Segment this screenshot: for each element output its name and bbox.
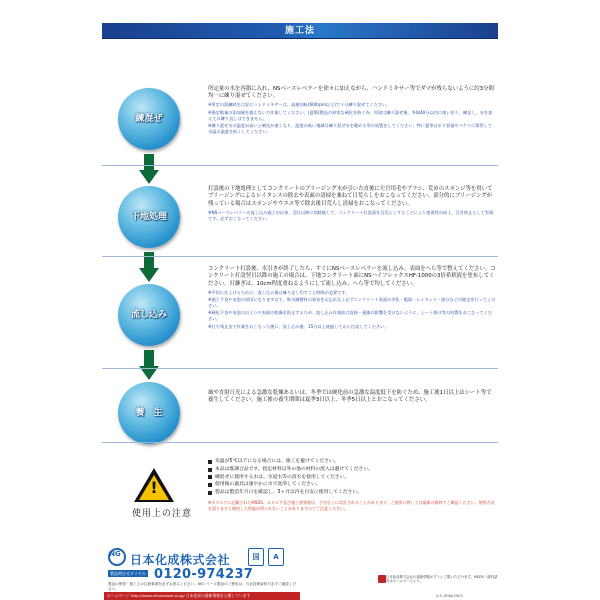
homepage-link[interactable]: ホームページ http://www.nihonkasei.co.jp/ 日本化成の最新情報を公開しています [104,592,300,600]
step-label: 流し込み [130,310,167,320]
page-title: 施工法 [284,26,315,36]
bullet-square-icon [208,460,212,464]
step-circle-preparation [118,186,180,248]
caution-item: 使用後の器具は速やかに水で洗浄してください。 [208,481,498,489]
step-label: 養 生 [135,408,163,418]
caution-footnote: ※カタログに記載されたMSDS、カタログ及び施工要領書は、予告なくに改訂されることがあります。ご使用に際しては最新の資料でご確認ください。使用方法を誤りますと期待した性能が得られないことがありますのでご注意ください。 [208,499,495,511]
section-pouring [208,266,496,330]
section-note: ※練り混ぜ水の温度が高いと硬化が速くなり、温度の低い地域は練り混ぜ水を暖める等の処置をしてください。特に夏季はポリ容器やバケツに保管して水温の温度を低くしてください。 [208,123,493,134]
section-text: 打設後の下地処理としてコンクリートのブリージング水が引いた直後に左官用毛やブラシ、荒めのスポンジ等を用いてブリージングによるレイタンスの除去や表面の清掃を兼ねて目荒らしをおこなってください。部分的にブリージングが残っている場合はスポンジやウエス等で除去後目荒らし清掃をおこなってください。 [208,186,493,207]
divider [102,165,498,166]
step-label: 練混ぜ [135,114,163,124]
section-note: ※打ち残止まで作業をおこなった後に、流し込み後、15分以上経過してから打設してください。 [208,323,389,329]
document-code: 5.4-1R46/2003 [436,594,463,598]
process-steps [110,88,200,428]
caution-item: 製品は製造年月日を確認し、3ヶ月以内を目安に使用してください。 [208,489,498,497]
certification-badges [248,548,308,566]
company-name: 日本化成株式会社 [130,553,231,567]
section-note: ※NSベースレベラーの流し込み施工が出来、翌日以降に削除後して、コンクリート打設面を目荒らしすることにより密着性の向上、浮き防止として有効です。必ずおこなってください。 [208,209,494,221]
company-logo-mark: NG [109,550,121,558]
caution-list [208,458,498,497]
company-block [104,548,304,591]
certification-badge-icon: A [268,548,284,566]
caution-section [208,458,498,548]
section-note: ※所定の混練時を目安にハンドミキサーは、高速回転(600rpm以上)で十分練り混ぜてください。 [208,102,391,108]
bullet-square-icon [208,468,212,472]
caution-item: 本品は既調合品です。指定材料以外の他の材料の混入は避けてください。 [208,466,498,474]
caution-title: 使用上の注意 [132,509,193,519]
section-note: ※硬化不良や気泡の自上りや表面の乾燥を防止するため、流し込み作業前は直接・通風の影響を受けないように、シート掛け等の処置をおこなってください。 [208,310,492,322]
bullet-square-icon [208,491,212,495]
section-text: 所定量の水を容器に入れ、NSベースレベラーを徐々に加えながら、ハンドミキサー等でダマが残らないように約3分間均一に練り混ぜてください。 [208,86,494,100]
footer-info: 日本化成株式会社の最新情報がすぐにご覧いただけます。MSDS・資料請求はホームページより。 [386,575,498,584]
warning-icon: ! 使用上の注意 [124,468,184,528]
bullet-square-icon [208,475,212,479]
divider [102,442,498,443]
section-note: ※施工不良や気泡の原因になりますので、吸水調整材の塗布をお忘れなく必ずコンクリート表面の劣化・脆弱・レイタンス・油分などの除去を行ってください。 [208,297,496,309]
small-logo-icon [378,575,386,583]
section-note: ※平坦に仕上げるために、流し込み後は練り足し均すこと時間が必要です。 [208,289,350,295]
bullet-square-icon [208,483,212,487]
certification-badge-icon: 国 [248,548,264,566]
phone-number: 0120-974237 [154,567,254,582]
step-circle-curing [118,382,180,444]
section-note: ※指定数量の添加量を超えないで作業してください。(夏場)製品の異常な硬化を防ぐ為、用途は練り混ぜ後、冬場40分以内に使い切り、練足し、水を加えての練り直しはできません。 [208,109,493,121]
section-text: 風や直射日光による急激な乾燥あるいは、冬季では硬化前の急激な温度低下を防ぐため、施工後1日以上はシート等で養生してください。施工後の養生期間は夏季3日以上、冬季5日以上とおこなってください。 [208,390,492,404]
down-arrow-icon [139,350,159,380]
document-sheet [96,20,504,598]
caution-item: 気温が5℃以下になる場合には、施工を避けてください。 [208,458,498,466]
section-header [102,23,498,39]
caution-item: 練混ぜに使用する水は、水道水等の清水を使用してください。 [208,474,498,482]
section-preparation [208,186,496,222]
company-note: 製品の保管・施工上の注意事項を必ずお読みください。NSシリーズ製品のご使用は、当社技術資料で必ずご確認ください。 [108,582,297,591]
down-arrow-icon [139,154,159,184]
section-mixing [208,86,496,135]
section-text: コンクリート打設後、水引きが終了したら、すぐにNSベースレベラーを流し込み、表面をへら等で整えてください。コンクリート打設翌日以降の施工の場合は、下地コンクリート面にNSハイフレックスHF-1000の3倍希釈液を塗布してください。打継ぎは、10cm程度重ねるようにして流し込み、へら等で均してください。 [208,266,496,287]
section-curing [208,390,496,405]
step-circle-mixing [118,88,180,150]
free-dial-label: 製品問合せダイヤル [110,570,146,576]
divider [102,368,498,369]
divider [102,256,498,257]
step-circle-pouring [118,284,180,346]
step-label: 下地処理 [130,212,167,222]
